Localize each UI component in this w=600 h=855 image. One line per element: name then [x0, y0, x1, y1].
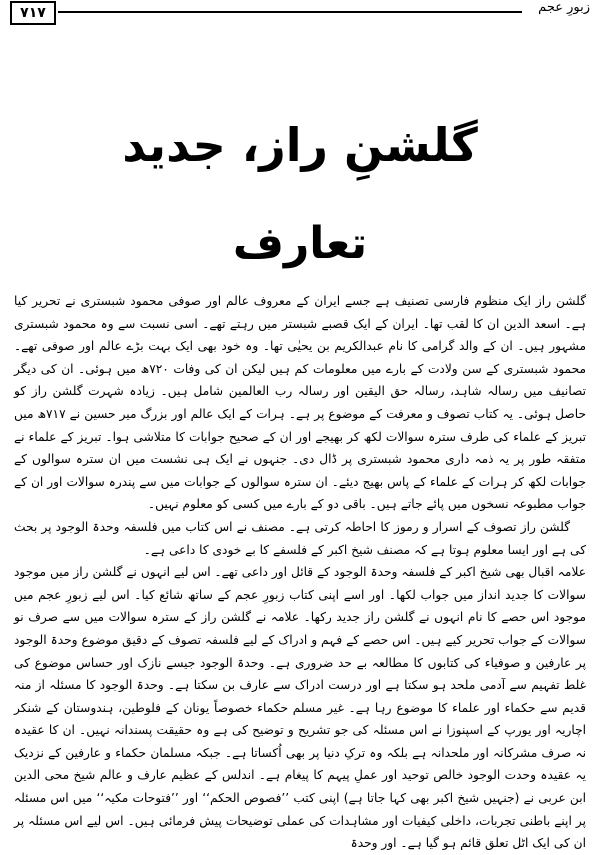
paragraph: گلشن راز ایک منظوم فارسی تصنیف ہے جسے ایران کے معروف عالم اور صوفی محمود شبستری نے تحریر کیا ہے۔ اسعد الدین ان کا لقب تھا۔ ایران کے ایک قصبے شبستر میں رہتے تھے۔ اسی نسبت سے وہ محمود شبستری مشہور ہیں۔ ان کے والد گرامی کا نام عبدالکریم بن یحیٰی تھا۔ وہ خود بھی ایک بہت بڑے عالم اور صوفی تھے۔ محمود شبستری کے سن ولادت کے بارے میں معلومات کم ہیں لیکن ان کی وفات ۷۲۰ھ میں ہوئی۔ ان کی دیگر تصانیف میں رسالہ شاہد، رسالہ حق الیقین اور رسالہ رب العالمین شامل ہیں۔ زیادہ شہرت گلشن راز کو حاصل ہوئی۔ یہ کتاب تصوف و معرفت کے موضوع پر ہے۔ ہرات کے ایک عالم اور بزرگ میر حسین نے ۷۱۷ھ میں تبریز کے علماء کی طرف سترہ سوالات لکھ کر بھیجے اور ان کے صحیح جوابات کا متلاشی ہوا۔ تبریز کے علماء نے متفقہ طور پر یہ ذمہ داری محمود شبستری پر ڈال دی۔ جنہوں نے ایک ہی نشست میں ان سترہ سوالوں کے جوابات لکھ کر ہرات کے علماء کے پاس بھیج دیئے۔ ان سترہ سوالوں کے جوابات میں سے پندرہ سوالات اور ان کے جواب مطبوعہ نسخوں میں پائے جاتے ہیں۔ باقی دو کے بارے میں کسی کو معلوم نہیں۔: [14, 294, 586, 512]
page-number: ۷۱۷: [10, 1, 56, 25]
section-title: گلشنِ راز، جدید: [122, 118, 478, 172]
paragraph: گلشن راز تصوف کے اسرار و رموز کا احاطہ کرتی ہے۔ مصنف نے اس کتاب میں فلسفہ وحدۃ الوجود پر بحث کی ہے اور ایسا معلوم ہوتا ہے کہ مصنف شیخ اکبر کے فلسفے کا بے خودی کا داعی ہے۔: [14, 519, 586, 557]
running-head: زبورِ عجم: [538, 0, 590, 15]
page-header: [6, 0, 594, 24]
header-rule: [58, 11, 522, 13]
body-text: [14, 290, 586, 855]
paragraph: علامہ اقبال بھی شیخ اکبر کے فلسفہ وحدۃ الوجود کے قائل اور داعی تھے۔ اس لیے انہوں نے گلشن راز میں موجود سوالات کا جدید انداز میں جواب لکھا۔ اور اسے اپنی کتاب زبورِ عجم کے ساتھ شائع کیا۔ اس لیے زبورِ عجم میں موجود اس حصے کا نام انہوں نے گلشن راز جدید رکھا۔ علامہ نے گلشن راز کے سترہ سوالات میں سے صرف نو سوالات کے جواب تحریر کیے ہیں۔ اس حصے کے فہم و ادراک کے لیے فلسفہ تصوف کے دقیق موضوع وحدۃ الوجود پر عارفین و صوفیاء کی کتابوں کا مطالعہ بے حد ضروری ہے۔ وحدۃ الوجود جیسے نازک اور حساس موضوع کی غلط تفہیم سے آدمی ملحد ہو سکتا ہے اور درست ادراک سے عارف بن سکتا ہے۔ وحدۃ الوجود کا مسئلہ از منہ قدیم سے حکماء اور علماء کا موضوع رہا ہے۔ غیر مسلم حکماء خصوصاً یونان کے فلوطین، ہندوستان کے شنکر اچاریہ اور یورپ کے اسپنوزا نے اس مسئلہ کی جو تشریح و توضیح کی ہے وہ حقیقت پسندانہ نہیں۔ ان کا عقیدہ نہ صرف مشرکانہ اور ملحدانہ ہے بلکہ وہ ترکِ دنیا پر بھی اُکساتا ہے۔ جبکہ مسلمان حکماء و عارفین کے نزدیک یہ عقیدہ وحدت الوجود خالص توحید اور عملِ پیہم کا پیغام ہے۔ اندلس کے عظیم عارف و عالم شیخ محی الدین ابن عربی نے (جنہیں شیخ اکبر بھی کہا جاتا ہے) اپنی کتب ’’فصوص الحکم‘‘ اور ’’فتوحات مکیہ‘‘ میں اس مسئلہ پر اپنے باطنی تجربات، داخلی کیفیات اور مشاہدات کی عملی توضیحات پیش فرمائی ہیں۔ اس لیے اس مسئلہ پر ان کی ایک اٹل تعلق قائم ہو گیا ہے۔ اور وحدۃ: [14, 565, 586, 851]
section-subtitle: تعارف: [232, 218, 368, 269]
